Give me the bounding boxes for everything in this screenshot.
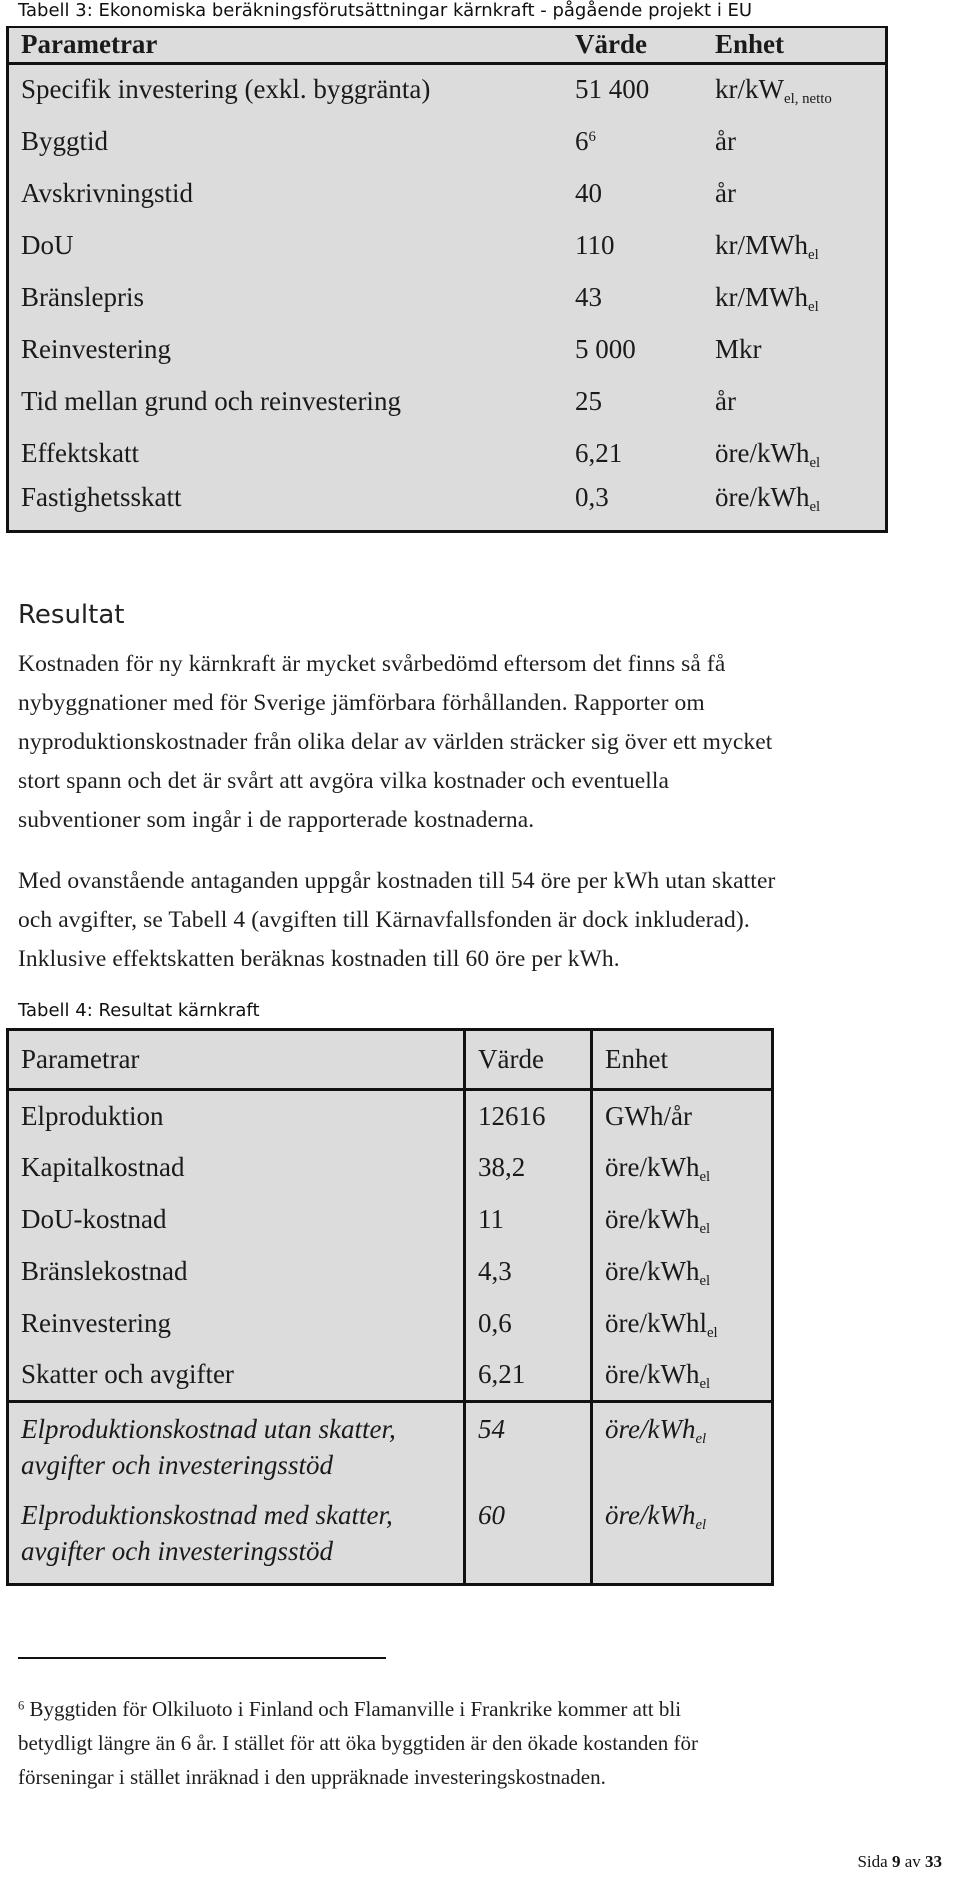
value-cell: 12616 [465,1090,592,1142]
table4-caption: Tabell 4: Resultat kärnkraft [18,1000,260,1021]
value-cell: 25 [575,385,602,416]
param-cell: Specifik investering (exkl. byggränta) [21,74,431,105]
param-cell: Skatter och avgifter [8,1350,465,1402]
unit-cell: öre/kWh$_{el}$ [715,481,821,515]
table-row [8,479,887,531]
param-cell: Elproduktionskostnad med skatter, avgifter och investeringsstöd [8,1489,465,1585]
table-row [8,375,887,427]
table-row [8,1090,773,1142]
unit-cell: år [715,385,736,416]
table-row [8,1298,773,1350]
table-row [8,1194,773,1246]
paragraph-line: nyproduktionskostnader från olika delar av världen sträcker sig över ett mycket [18,729,773,755]
param-cell: Bränslepris [21,281,144,312]
table-row [8,427,887,479]
value-cell: 0,6 [465,1298,592,1350]
value-cell: 6,21 [575,437,623,468]
value-cell: 0,3 [575,481,609,512]
unit-cell: $kr/kW_{el, netto}$ [715,74,832,108]
param-cell: Elproduktionskostnad utan skatter, avgifter och investeringsstöd [8,1402,465,1490]
unit-cell: öre/kWh$_{el}$ [605,1414,707,1448]
table-row [8,167,887,219]
table3-caption: Tabell 3: Ekonomiska beräkningsförutsättningar kärnkraft - pågående projekt i EU [18,0,753,21]
param-cell: Kapitalkostnad [8,1142,465,1194]
footnote-number: 6 [18,1698,25,1713]
unit-cell: öre/kWh$_{el}$ [715,437,821,471]
footnote-line: betydligt längre än 6 år. I stället för att öka byggtiden är den ökade kostanden för [18,1731,698,1755]
value-cell: 54 [465,1402,592,1490]
value-cell: 11 [465,1194,592,1246]
param-cell: Reinvestering [21,333,171,364]
unit-cell: öre/kWh$_{el}$ [605,1152,711,1186]
table-row [8,1246,773,1298]
unit-cell: öre/kWhl$_{el}$ [605,1308,718,1342]
unit-cell: GWh/år [605,1100,692,1131]
table-row [8,219,887,271]
param-cell: Avskrivningstid [21,177,194,208]
value-cell: $6^6$ [575,125,596,156]
table3 [6,26,888,533]
paragraph-line: Med ovanstående antaganden uppgår kostnaden till 54 öre per kWh utan skatter [18,868,776,894]
table3-header-row [8,27,887,63]
paragraph-line: och avgifter, se Tabell 4 (avgiften till Kärnavfallsfonden är dock inkluderad). [18,907,750,933]
table4-header-row [8,1030,773,1090]
table-row [8,1350,773,1402]
unit-cell: öre/kWh$_{el}$ [605,1256,711,1290]
param-cell: Fastighetsskatt [21,481,182,512]
param-cell: Elproduktion [8,1090,465,1142]
unit-cell: kr/MWh$_{el}$ [715,229,819,263]
value-cell: 38,2 [465,1142,592,1194]
param-cell: Byggtid [21,125,109,156]
value-cell: 110 [575,229,615,260]
value-cell: 4,3 [465,1246,592,1298]
table3-header-unit: Enhet [703,27,887,63]
table-row-total [8,1402,773,1490]
footnote-line: $^6$ Byggtiden för Olkiluoto i Finland och Flamanville i Frankrike kommer att bli [18,1697,682,1721]
table-row [8,271,887,323]
paragraph-line: subventioner som ingår i de rapporterade kostnaderna. [18,807,535,833]
table3-header-param: Parametrar [8,27,564,63]
table4-header-param: Parametrar [8,1030,465,1090]
paragraph-line: stort spann och det är svårt att avgöra vilka kostnader och eventuella [18,768,670,794]
table-row [8,1142,773,1194]
table4-header-value: Värde [465,1030,592,1090]
unit-cell: öre/kWh$_{el}$ [605,1500,707,1534]
table4 [6,1028,774,1586]
footnote [18,1692,938,1794]
footnote-separator [18,1657,386,1659]
footnote-ref: 6 [588,128,596,145]
paragraph-line: Inklusive effektskatten beräknas kostnaden till 60 öre per kWh. [18,946,620,972]
param-cell: DoU-kostnad [8,1194,465,1246]
section-heading: Resultat [18,600,125,630]
table-row [8,63,887,115]
table-row [8,115,887,167]
unit-cell: öre/kWh$_{el}$ [592,1350,773,1402]
paragraph-line: Kostnaden för ny kärnkraft är mycket svårbedömd eftersom det finns så få [18,651,726,677]
value-cell: 5 000 [575,333,636,364]
paragraph-line: nybyggnationer med för Sverige jämförbara förhållanden. Rapporter om [18,690,705,716]
param-cell: Reinvestering [8,1298,465,1350]
table-row-total [8,1489,773,1585]
unit-cell: Mkr [715,333,762,364]
param-cell: Tid mellan grund och reinvestering [21,385,401,416]
param-cell: Bränslekostnad [8,1246,465,1298]
unit-cell: år [715,177,736,208]
page-number: Sida 9 av 33 [857,1852,942,1871]
param-cell: Effektskatt [21,437,139,468]
unit-cell: öre/kWh$_{el}$ [605,1204,711,1238]
value-cell: 60 [465,1489,592,1585]
unit-cell: kr/MWh$_{el}$ [715,281,819,315]
value-cell: 40 [575,177,602,208]
footnote-line: förseningar i stället inräknad i den uppräknade investeringskostnaden. [18,1765,606,1789]
param-cell: DoU [21,229,74,260]
paragraph-2 [18,862,938,979]
table-row [8,323,887,375]
value-cell: 43 [575,281,602,312]
value-cell: 51 400 [575,74,650,105]
unit-cell: år [715,125,736,156]
table3-header-value: Värde [563,27,703,63]
paragraph-1 [18,645,938,840]
table4-header-unit: Enhet [592,1030,773,1090]
value-cell: 6,21 [465,1350,592,1402]
